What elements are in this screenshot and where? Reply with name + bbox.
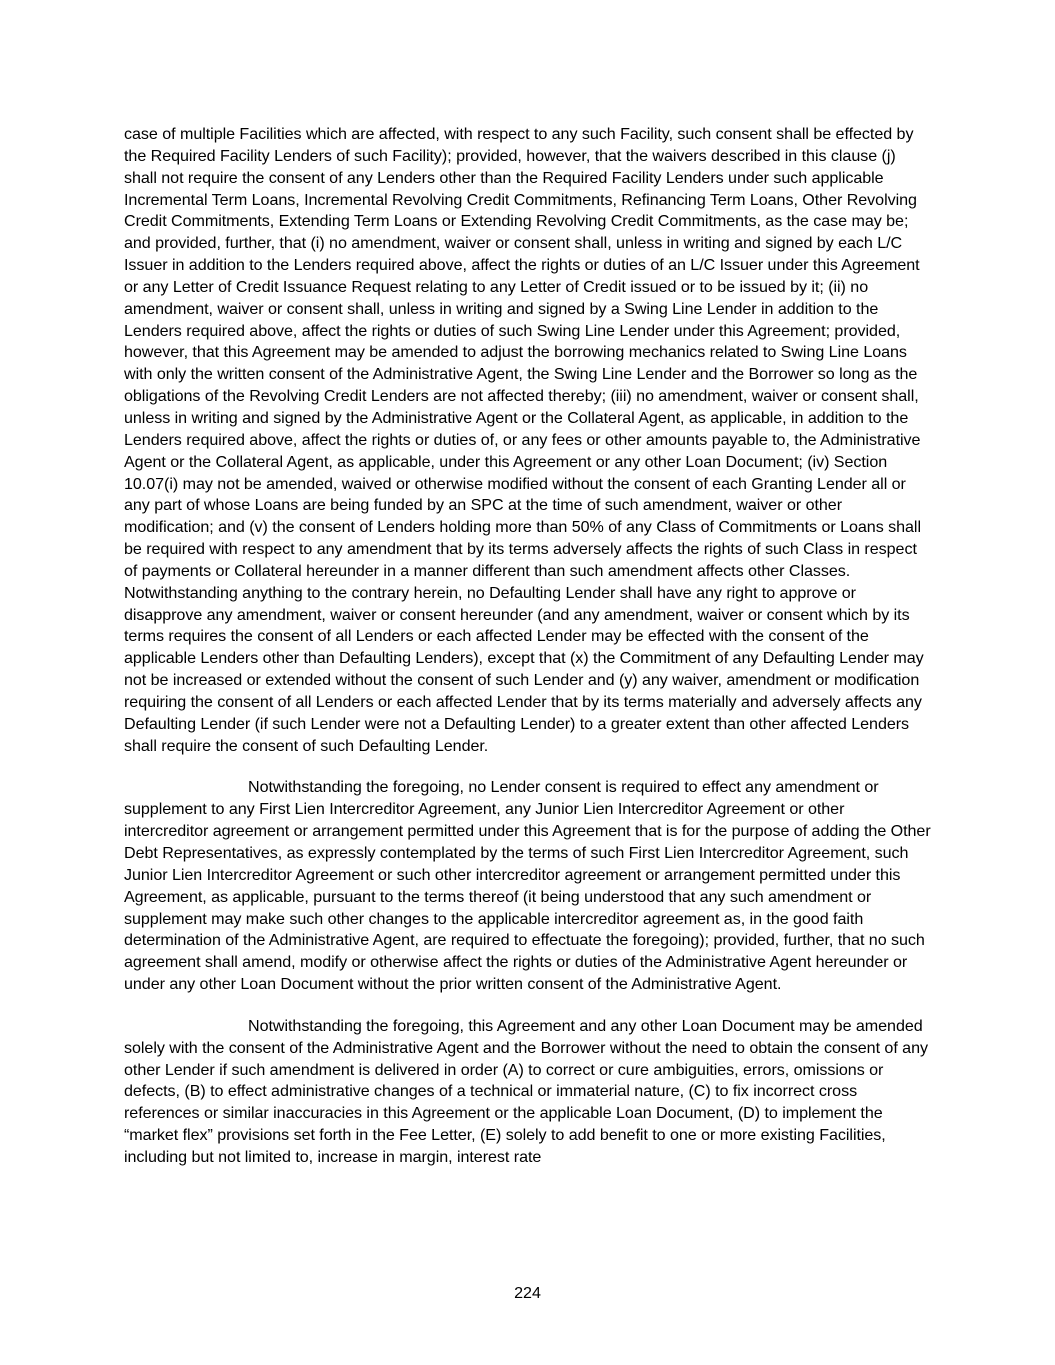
document-body bbox=[124, 124, 932, 1169]
paragraph-amendments-continued: case of multiple Facilities which are affected, with respect to any such Facility, such consent shall be effected by the Required Facility Lenders of such Facility); provided, however, that the waivers described in this clause (j) shall not require the consent of any Lenders other than the Required Facility Lenders under such applicable Incremental Term Loans, Incremental Revolving Credit Commitments, Refinancing Term Loans, Other Revolving Credit Commitments, Extending Term Loans or Extending Revolving Credit Commitments, as the case may be; and provided, further, that (i) no amendment, waiver or consent shall, unless in writing and signed by each L/C Issuer in addition to the Lenders required above, affect the rights or duties of an L/C Issuer under this Agreement or any Letter of Credit Issuance Request relating to any Letter of Credit issued or to be issued by it; (ii) no amendment, waiver or consent shall, unless in writing and signed by a Swing Line Lender in addition to the Lenders required above, affect the rights or duties of such Swing Line Lender under this Agreement; provided, however, that this Agreement may be amended to adjust the borrowing mechanics related to Swing Line Loans with only the written consent of the Administrative Agent, the Swing Line Lender and the Borrower so long as the obligations of the Revolving Credit Lenders are not affected thereby; (iii) no amendment, waiver or consent shall, unless in writing and signed by the Administrative Agent or the Collateral Agent, as applicable, in addition to the Lenders required above, affect the rights or duties of, or any fees or other amounts payable to, the Administrative Agent or the Collateral Agent, as applicable, under this Agreement or any other Loan Document; (iv) Section 10.07(i) may not be amended, waived or otherwise modified without the consent of each Granting Lender all or any part of whose Loans are being funded by an SPC at the time of such amendment, waiver or other modification; and (v) the consent of Lenders holding more than 50% of any Class of Commitments or Loans shall be required with respect to any amendment that by its terms adversely affects the rights of such Class in respect of payments or Collateral hereunder in a manner different than such amendment affects other Classes. Notwithstanding anything to the contrary herein, no Defaulting Lender shall have any right to approve or disapprove any amendment, waiver or consent hereunder (and any amendment, waiver or consent which by its terms requires the consent of all Lenders or each affected Lender may be effected with the consent of the applicable Lenders other than Defaulting Lenders), except that (x) the Commitment of any Defaulting Lender may not be increased or extended without the consent of such Lender and (y) any waiver, amendment or modification requiring the consent of all Lenders or each affected Lender that by its terms materially and adversely affects any Defaulting Lender (if such Lender were not a Defaulting Lender) to a greater extent than other affected Lenders shall require the consent of such Defaulting Lender. bbox=[124, 125, 924, 755]
page-number: 224 bbox=[514, 1284, 541, 1302]
paragraph-intercreditor-amendments: Notwithstanding the foregoing, no Lender consent is required to effect any amendment or supplement to any First Lien Intercreditor Agreement, any Junior Lien Intercreditor Agreement or other intercreditor agreement or arrangement permitted under this Agreement that is for the purpose of adding the Other Debt Representatives, as expressly contemplated by the terms of such First Lien Intercreditor Agreement, such Junior Lien Intercreditor Agreement or such other intercreditor agreement or arrangement permitted under this Agreement, as applicable, pursuant to the terms thereof (it being understood that any such amendment or supplement may make such other changes to the applicable intercreditor agreement as, in the good faith determination of the Administrative Agent, are required to effectuate the foregoing); provided, further, that no such agreement shall amend, modify or otherwise affect the rights or duties of the Administrative Agent hereunder or under any other Loan Document without the prior written consent of the Administrative Agent. bbox=[124, 778, 931, 994]
paragraph-technical-amendments: Notwithstanding the foregoing, this Agreement and any other Loan Document may be amended solely with the consent of the Administrative Agent and the Borrower without the need to obtain the consent of any other Lender if such amendment is delivered in order (A) to correct or cure ambiguities, errors, omissions or defects, (B) to effect administrative changes of a technical or immaterial nature, (C) to fix incorrect cross references or similar inaccuracies in this Agreement or the applicable Loan Document, (D) to implement the “market flex” provisions set forth in the Fee Letter, (E) solely to add benefit to one or more existing Facilities, including but not limited to, increase in margin, interest rate bbox=[124, 1016, 928, 1166]
